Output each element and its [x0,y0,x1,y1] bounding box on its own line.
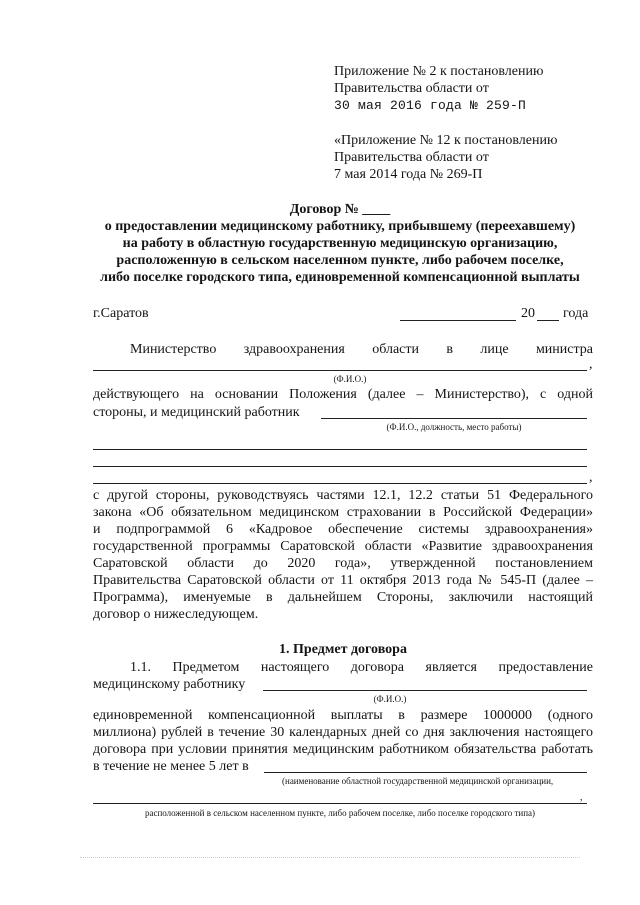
section-1-line-6: в течение не менее 5 лет в [93,759,249,774]
section-1-line-3: единовременной компенсационной выплаты в размере 1000000 (одного [93,708,593,723]
year-blank-line [537,320,559,321]
blank-line-3 [93,483,587,484]
fio-caption: (Ф.И.О.) [333,374,367,384]
body-line-2: закона «Об обязательном медицинском страховании в Российской Федерации» [93,505,593,520]
org-caption-1: (наименование областной государственной медицинской организации, [282,776,554,786]
body-line-3: и подпрограммой 6 «Кадровое обеспечение системы здравоохранения» [93,522,593,537]
org-caption-2: расположенной в сельском населенном пункте, либо рабочем поселке, либо поселке городского типа) [144,808,536,818]
body-line-5: Саратовской области до 2020 года», утвержденной постановлением [93,556,593,571]
section-1-line-5: договора при условии принятия медицинским работником обязательства работать [93,742,593,757]
body-line-4: государственной программы Саратовской области «Развитие здравоохранения [93,539,593,554]
body-line-1: с другой стороны, руководствуясь частями 12.1, 12.2 статьи 51 Федерального [93,488,593,503]
comma: , [589,470,593,485]
contract-subtitle-4: либо поселке городского типа, единовременной компенсационной выплаты [100,270,580,285]
prev-annex-line-3: 7 мая 2014 года № 269-П [334,167,483,182]
annex-line-1: Приложение № 2 к постановлению [334,64,544,79]
scan-artifact-line [80,857,580,858]
ministry-line: Министерство здравоохранения области в лице министра [130,342,593,357]
organization-line [264,772,587,773]
contract-subtitle-1: о предоставлении медицинскому работнику, прибывшему (переехавшему) [104,219,576,234]
section-1-line-2: медицинскому работнику [93,677,246,692]
prev-annex-line-2: Правительства области от [334,150,489,165]
prev-annex-line-1: «Приложение № 12 к постановлению [334,133,558,148]
section-1-heading: 1. Предмет договора [279,642,407,657]
body-line-8: договор о нижеследующем. [93,607,259,622]
organization-line-2 [93,803,587,804]
annex-line-2: Правительства области от [334,81,489,96]
minister-name-line [93,370,587,371]
worker-caption: (Ф.И.О., должность, место работы) [386,422,522,432]
section-1-line-1: 1.1. Предметом настоящего договора является предоставление [130,660,593,675]
annex-line-3-handwritten: 30 мая 2016 года № 259-П [334,98,527,113]
comma: , [580,792,583,803]
contract-subtitle-2: на работу в областную государственную медицинскую организацию, [122,236,558,251]
body-line-7: Программа), именуемые в дальнейшем Стороны, заключили настоящий [93,590,593,605]
worker-name-line [321,418,587,419]
comma: , [589,357,593,372]
city: г.Саратов [93,306,149,321]
blank-line-1 [93,449,587,450]
year-suffix: года [563,306,589,321]
contract-title: Договор № ____ [289,202,391,217]
intro-line-2: действующего на основании Положения (далее – Министерство), с одной [93,387,593,402]
section-1-line-4: миллиона) рублей в течение 30 календарных дней со дня заключения настоящего [93,725,593,740]
body-line-6: Правительства Саратовской области от 11 октября 2013 года № 545-П (далее – [93,573,593,588]
worker-fio-line [263,690,587,691]
contract-subtitle-3: расположенную в сельском населенном пункте, либо рабочем поселке, [116,253,564,268]
year-prefix: 20 [521,306,535,321]
date-blank-line [400,320,516,321]
fio-caption-2: (Ф.И.О.) [373,694,407,704]
intro-line-3: стороны, и медицинский работник [93,405,300,420]
blank-line-2 [93,466,587,467]
